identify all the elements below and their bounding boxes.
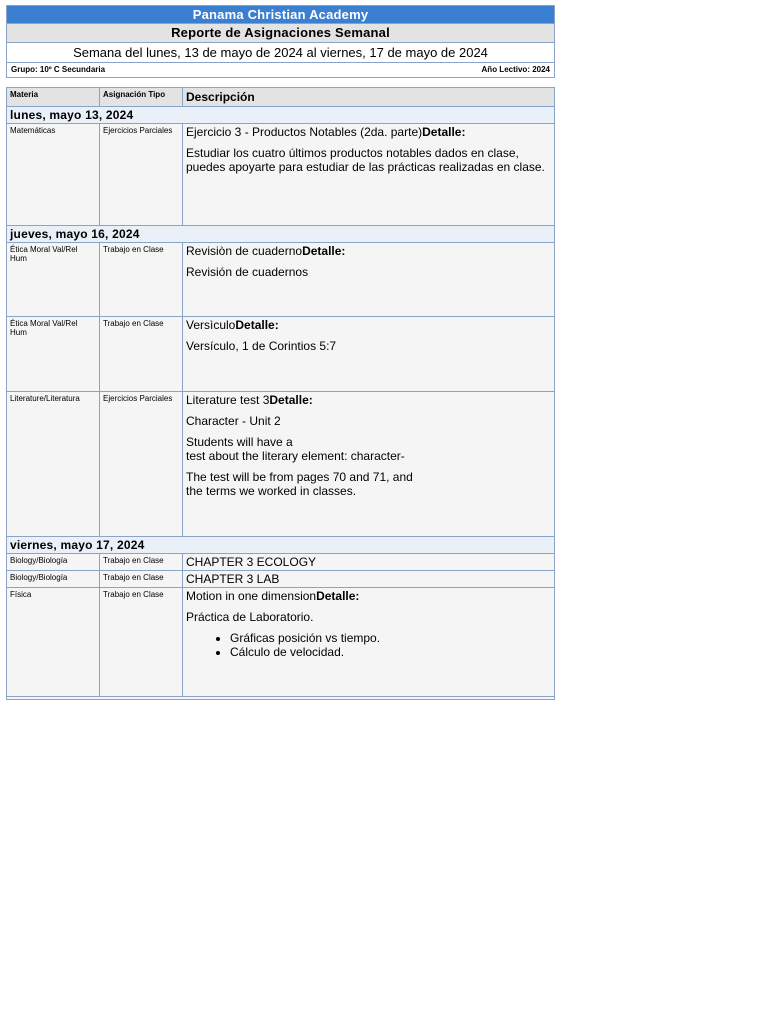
list-item: • Gráficas posición vs tiempo. bbox=[230, 631, 551, 645]
assignment-title: Revisiòn de cuadernoDetalle: bbox=[186, 244, 346, 258]
subject-cell: Matemáticas bbox=[7, 124, 100, 226]
type-cell: Ejercicios Parciales bbox=[100, 124, 183, 226]
assignments-table bbox=[6, 87, 555, 700]
detail-label: Detalle: bbox=[302, 244, 346, 258]
detail-label: Detalle: bbox=[269, 393, 313, 407]
description-cell bbox=[183, 588, 555, 697]
col-header-subject: Materia bbox=[7, 88, 100, 107]
assignment-bullet-list bbox=[186, 631, 551, 659]
detail-label: Detalle: bbox=[316, 589, 360, 603]
assignment-title: Literature test 3Detalle: bbox=[186, 393, 313, 407]
assignment-detail: Students will have a test about the literary element: character- bbox=[186, 435, 405, 463]
type-cell: Ejercicios Parciales bbox=[100, 392, 183, 537]
type-cell: Trabajo en Clase bbox=[100, 588, 183, 697]
report-title: Reporte de Asignaciones Semanal bbox=[7, 24, 555, 43]
col-header-type: Asignación Tipo bbox=[100, 88, 183, 107]
assignment-detail: Versículo, 1 de Corintios 5:7 bbox=[186, 339, 337, 353]
subject-cell: Literature/Literatura bbox=[7, 392, 100, 537]
type-cell: Trabajo en Clase bbox=[100, 243, 183, 317]
group-label: Grupo: 10º C Secundaria bbox=[11, 65, 106, 74]
assignment-detail: The test will be from pages 70 and 71, and the terms we worked in classes. bbox=[186, 470, 413, 498]
subject-cell: Biology/Biología bbox=[7, 554, 100, 571]
type-cell: Trabajo en Clase bbox=[100, 317, 183, 392]
assignment-title: Ejercicio 3 - Productos Notables (2da. parte)Detalle: bbox=[186, 125, 466, 139]
subject-cell: Física bbox=[7, 588, 100, 697]
table-header-row bbox=[7, 88, 555, 107]
assignment-row bbox=[7, 554, 555, 571]
description-cell bbox=[183, 392, 555, 537]
school-name: Panama Christian Academy bbox=[7, 6, 555, 24]
day-label: jueves, mayo 16, 2024 bbox=[7, 226, 555, 243]
day-row bbox=[7, 107, 555, 124]
description-cell bbox=[183, 571, 555, 588]
week-range: Semana del lunes, 13 de mayo de 2024 al viernes, 17 de mayo de 2024 bbox=[7, 43, 555, 63]
list-item: • Cálculo de velocidad. bbox=[230, 645, 551, 659]
description-cell bbox=[183, 317, 555, 392]
subject-cell: Ética Moral Val/Rel Hum bbox=[7, 243, 100, 317]
assignment-detail: Revisión de cuadernos bbox=[186, 265, 309, 279]
assignment-detail: Character - Unit 2 bbox=[186, 414, 281, 428]
subject-cell: Biology/Biología bbox=[7, 571, 100, 588]
assignment-row bbox=[7, 571, 555, 588]
assignment-row bbox=[7, 392, 555, 537]
day-row bbox=[7, 537, 555, 554]
table-footer-row bbox=[7, 697, 555, 700]
assignment-title: VersìculoDetalle: bbox=[186, 318, 279, 332]
report-header bbox=[6, 5, 555, 78]
detail-label: Detalle: bbox=[235, 318, 279, 332]
assignment-row bbox=[7, 317, 555, 392]
assignment-title: CHAPTER 3 ECOLOGY bbox=[186, 555, 317, 569]
assignment-row bbox=[7, 588, 555, 697]
assignment-detail: Estudiar los cuatro últimos productos notables dados en clase, puedes apoyarte para estudiar de las prácticas realizadas en clase. bbox=[186, 146, 545, 174]
subject-cell: Ética Moral Val/Rel Hum bbox=[7, 317, 100, 392]
day-row bbox=[7, 226, 555, 243]
school-year-label: Año Lectivo: 2024 bbox=[481, 65, 550, 74]
type-cell: Trabajo en Clase bbox=[100, 554, 183, 571]
description-cell bbox=[183, 554, 555, 571]
detail-label: Detalle: bbox=[422, 125, 466, 139]
description-cell bbox=[183, 243, 555, 317]
type-cell: Trabajo en Clase bbox=[100, 571, 183, 588]
assignment-title: Motion in one dimensionDetalle: bbox=[186, 589, 360, 603]
assignment-title: CHAPTER 3 LAB bbox=[186, 572, 280, 586]
day-label: lunes, mayo 13, 2024 bbox=[7, 107, 555, 124]
assignment-row bbox=[7, 243, 555, 317]
day-label: viernes, mayo 17, 2024 bbox=[7, 537, 555, 554]
description-cell bbox=[183, 124, 555, 226]
col-header-description: Descripción bbox=[183, 88, 555, 107]
assignment-detail: Práctica de Laboratorio. bbox=[186, 610, 314, 624]
assignment-row bbox=[7, 124, 555, 226]
report-meta bbox=[7, 63, 555, 78]
